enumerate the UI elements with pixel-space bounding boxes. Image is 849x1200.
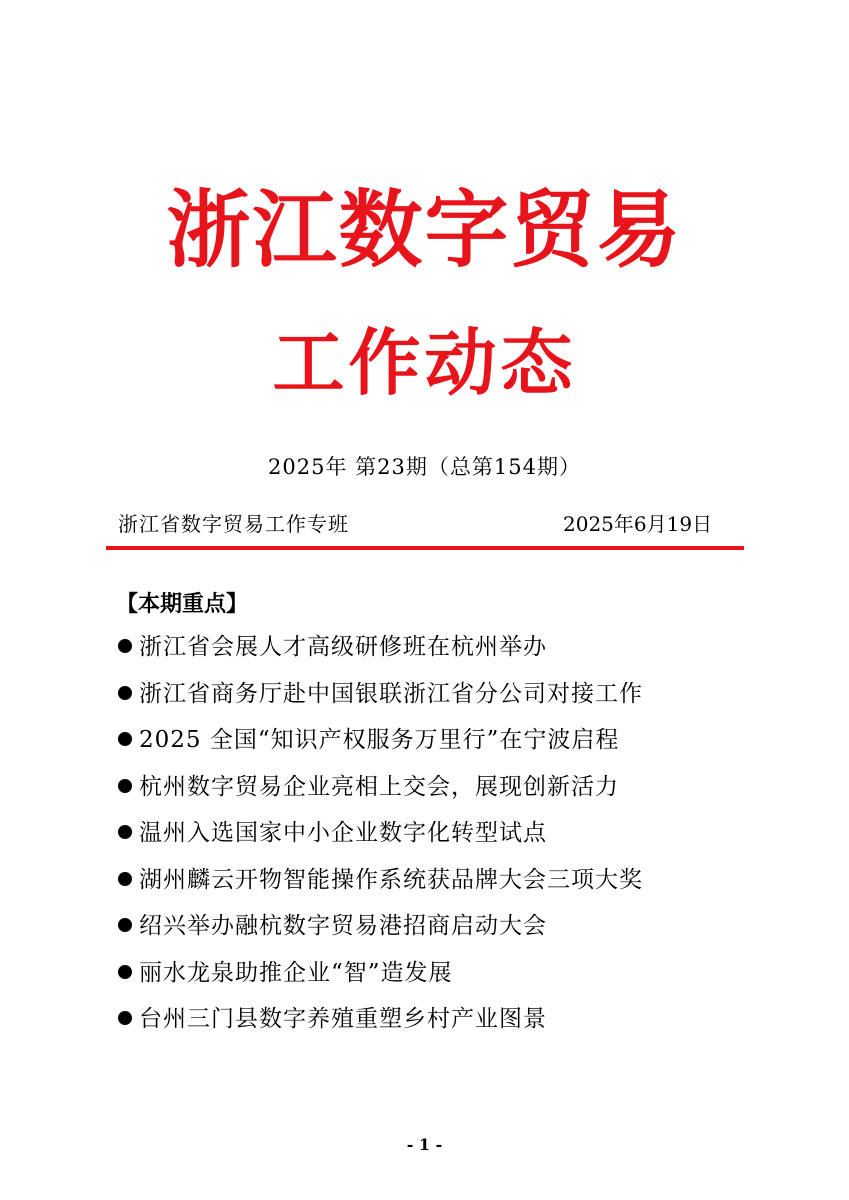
bullet-icon — [118, 965, 132, 979]
list-item — [118, 903, 643, 950]
bullet-icon — [118, 639, 132, 653]
page-number: - 1 - — [406, 1135, 443, 1154]
issue-number: 2025年 第23期（总第154期） — [268, 455, 581, 479]
bullet-icon — [118, 872, 132, 886]
highlights-heading: 【本期重点】 — [116, 592, 249, 617]
list-item — [118, 950, 643, 997]
bullet-icon — [118, 1011, 132, 1025]
document-title: 浙江数字贸易 — [166, 181, 683, 279]
list-item-text: 台州三门县数字养殖重塑乡村产业图景 — [139, 1006, 547, 1032]
list-item — [118, 810, 643, 857]
list-item — [118, 996, 643, 1043]
list-item — [118, 671, 643, 718]
list-item — [118, 857, 643, 904]
list-item-text: 温州入选国家中小企业数字化转型试点 — [139, 820, 547, 846]
bullet-icon — [118, 825, 132, 839]
bullet-icon — [118, 686, 132, 700]
list-item-text: 浙江省商务厅赴中国银联浙江省分公司对接工作 — [139, 680, 643, 707]
highlights-list — [118, 624, 643, 1043]
list-item — [118, 764, 643, 811]
red-divider-rule — [106, 546, 744, 550]
issuing-organization: 浙江省数字贸易工作专班 — [118, 512, 349, 536]
list-item-text: 浙江省会展人才高级研修班在杭州举办 — [139, 634, 547, 660]
issue-date: 2025年6月19日 — [563, 512, 713, 536]
list-item — [118, 717, 643, 764]
list-item-text: 绍兴举办融杭数字贸易港招商启动大会 — [139, 913, 547, 939]
bullet-icon — [118, 732, 132, 746]
bullet-icon — [118, 918, 132, 932]
list-item-text: 2025 全国“知识产权服务万里行”在宁波启程 — [139, 727, 620, 753]
document-subtitle: 工作动态 — [272, 321, 577, 405]
bullet-icon — [118, 779, 132, 793]
list-item — [118, 624, 643, 671]
list-item-text: 杭州数字贸易企业亮相上交会，展现创新活力 — [139, 773, 619, 800]
list-item-text: 丽水龙泉助推企业“智”造发展 — [139, 959, 453, 986]
list-item-text: 湖州麟云开物智能操作系统获品牌大会三项大奖 — [139, 866, 643, 893]
